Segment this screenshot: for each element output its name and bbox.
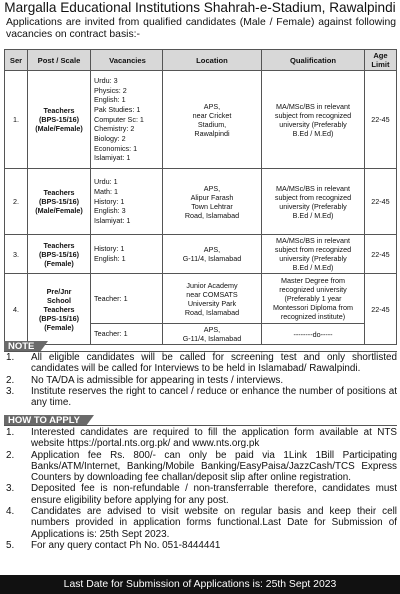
post-line: (Male/Female) — [35, 206, 83, 215]
apply-item — [4, 427, 397, 450]
location-line: APS, — [203, 245, 221, 254]
post-line: (BPS-15/16) — [39, 115, 79, 124]
qualification-line: Master Degree from — [281, 276, 345, 285]
qualification-cell — [262, 324, 365, 345]
qualification-line: B.Ed / M.Ed) — [292, 210, 334, 220]
qualification-line: recognized university — [279, 285, 347, 294]
item-number: 5. — [6, 539, 15, 551]
qualification-line: Montessori Diploma from — [273, 303, 353, 312]
table-row — [5, 71, 397, 169]
age-limit-cell: 22-45 — [365, 274, 397, 345]
qualification-line: university (Preferably — [279, 201, 347, 211]
intro-text: Applications are invited from qualified candidates (Male / Female) against following vacancies on contract basis:- — [6, 17, 396, 40]
qualification-line: B.Ed / M.Ed) — [292, 128, 334, 138]
apply-item — [4, 540, 397, 551]
qualification-line: university (Preferably — [279, 119, 347, 129]
qualification-line: MA/MSc/BS in relevant — [276, 101, 350, 111]
column-header-location: Location — [163, 50, 262, 71]
post-cell — [28, 235, 91, 274]
post-line: (BPS-15/16) — [39, 197, 79, 206]
location-cell — [163, 274, 262, 324]
item-text: For any query contact Ph No. 051-8444441 — [31, 539, 221, 551]
location-line: Road, Islamabad — [184, 210, 240, 220]
location-line: APS, — [203, 183, 221, 193]
qualification-line: MA/MSc/BS in relevant — [276, 236, 350, 245]
vacancy-item: Physics: 2 — [94, 85, 127, 95]
how-to-apply-list — [4, 427, 397, 551]
qualification-line: subject from recognized — [274, 245, 352, 254]
qualification-line: university (Preferably — [279, 254, 347, 263]
item-number: 1. — [6, 352, 15, 363]
column-header-qualification: Qualification — [262, 50, 365, 71]
qualification-cell — [262, 71, 365, 169]
location-line: near Cricket — [192, 110, 232, 120]
qualification-line: subject from recognized — [274, 192, 352, 202]
how-to-apply-divider — [4, 425, 397, 426]
vacancy-item: Teacher: 1 — [94, 293, 128, 303]
post-line: (Female) — [44, 322, 74, 332]
post-cell — [28, 71, 91, 169]
vacancy-item: Biology: 2 — [94, 134, 126, 144]
post-cell — [28, 169, 91, 235]
location-cell — [163, 324, 262, 345]
how-to-apply-heading: HOW TO APPLY — [4, 415, 86, 426]
vacancies-cell — [91, 274, 163, 324]
post-line: (Male/Female) — [35, 124, 83, 133]
table-header-row — [5, 50, 397, 71]
ser-cell: 4. — [5, 274, 28, 345]
item-number: 1. — [6, 427, 15, 438]
post-cell — [28, 274, 91, 345]
qualification-line: --------do----- — [293, 329, 333, 339]
vacancy-item: Islamiyat: 1 — [94, 153, 131, 163]
post-line: Teachers — [43, 240, 75, 250]
vacancy-item: Computer Sc: 1 — [94, 114, 144, 124]
post-line: (Female) — [44, 258, 74, 268]
post-line: Teachers — [43, 106, 75, 115]
vacancy-item: English: 1 — [94, 254, 126, 263]
table-row — [5, 274, 397, 324]
vacancy-item: Urdu: 1 — [94, 177, 118, 187]
age-limit-cell: 22-45 — [365, 169, 397, 235]
location-line: Rawalpindi — [194, 128, 230, 138]
vacancy-item: Economics: 1 — [94, 143, 138, 153]
item-text: Candidates are advised to visit website on regular basis and keep their cell numbers provided in application forms functional.Last Date for Submission of Applications is: 25th Sept 2023. — [31, 506, 397, 540]
column-header-ser: Ser — [5, 50, 28, 71]
location-cell — [163, 71, 262, 169]
location-line: Town Lehtrar — [191, 201, 233, 211]
apply-item — [4, 450, 397, 484]
location-line: G-11/4, Islamabad — [182, 254, 242, 263]
location-line: Junior Academy — [186, 280, 238, 290]
vacancies-cell — [91, 71, 163, 169]
note-list — [4, 352, 397, 408]
ser-cell: 1. — [5, 71, 28, 169]
apply-item — [4, 483, 397, 506]
page-title: Margalla Educational Institutions Shahrah-e-Stadium, Rawalpindi — [4, 0, 396, 15]
qualification-line: recognized institute) — [280, 312, 346, 321]
age-limit-cell: 22-45 — [365, 71, 397, 169]
vacancy-item: Islamiyat: 1 — [94, 216, 131, 226]
item-text: Institute reserves the right to cancel / reduce or enhance the number of positions at any time. — [31, 385, 397, 409]
qualification-cell — [262, 235, 365, 274]
item-number: 3. — [6, 483, 15, 495]
post-line: (BPS-15/16) — [39, 313, 79, 323]
item-text: Application fee Rs. 800/- can only be paid via 1Link 1Bill Participating Banks/ATM/Internet, Banking/Mobile Banking/EasyPaisa/JazzCash/TCS Express Counters by downloading fee challan/deposit slip after online registration. — [31, 449, 397, 484]
note-item — [4, 375, 397, 386]
post-line: School — [47, 295, 71, 305]
apply-item — [4, 506, 397, 540]
post-line: Pre/Jnr — [46, 286, 72, 296]
column-header-age-limit: Age Limit — [365, 50, 397, 71]
location-line: APS, — [203, 325, 221, 334]
item-text: All eligible candidates will be called for screening test and only shortlisted candidates will be called for Interviews to be held in Islamabad/ Rawalpindi. — [31, 352, 397, 375]
location-line: Stadium, — [197, 119, 227, 129]
post-line: (BPS-15/16) — [39, 249, 79, 259]
vacancy-table — [4, 49, 397, 345]
column-header-vacancies: Vacancies — [91, 50, 163, 71]
qualification-cell — [262, 169, 365, 235]
location-line: near COMSATS — [186, 289, 238, 299]
location-line: University Park — [187, 298, 237, 308]
table-row — [5, 169, 397, 235]
note-item — [4, 352, 397, 375]
location-line: G-11/4, Islamabad — [182, 334, 242, 343]
note-heading: NOTE — [4, 341, 40, 352]
vacancy-item: English: 3 — [94, 206, 126, 216]
item-text: No TA/DA is admissible for appearing in tests / interviews. — [31, 374, 284, 386]
location-cell — [163, 169, 262, 235]
vacancies-cell — [91, 324, 163, 345]
vacancy-item: Chemistry: 2 — [94, 124, 135, 134]
location-cell — [163, 235, 262, 274]
location-line: Alipur Farash — [190, 192, 234, 202]
item-number: 2. — [6, 449, 15, 461]
qualification-line: subject from recognized — [274, 110, 352, 120]
footer-banner: Last Date for Submission of Applications is: 25th Sept 2023 — [0, 575, 400, 594]
column-header-post: Post / Scale — [28, 50, 91, 71]
post-line: Teachers — [43, 188, 75, 197]
vacancy-item: Pak Studies: 1 — [94, 104, 141, 114]
ser-cell: 3. — [5, 235, 28, 274]
table-row — [5, 235, 397, 274]
post-line: Teachers — [43, 304, 75, 314]
item-number: 2. — [6, 374, 15, 386]
location-line: Road, Islamabad — [184, 307, 240, 317]
vacancy-item: Math: 1 — [94, 186, 118, 196]
item-number: 3. — [6, 385, 15, 397]
qualification-cell — [262, 274, 365, 324]
vacancy-item: History: 1 — [94, 196, 125, 206]
item-number: 4. — [6, 506, 15, 518]
vacancy-item: Teacher: 1 — [94, 329, 128, 339]
item-text: Deposited fee is non-refundable / non-transferrable therefore, candidates must ensure eligibility before applying for any post. — [31, 483, 397, 506]
vacancy-item: Urdu: 3 — [94, 75, 118, 85]
vacancy-item: English: 1 — [94, 95, 126, 105]
qualification-line: (Preferably 1 year — [284, 294, 342, 303]
vacancy-item: History: 1 — [94, 244, 125, 254]
item-text: Interested candidates are required to fill the application form available at NTS website https://portal.nts.org.pk/ and www.nts.org.pk — [31, 427, 397, 450]
vacancies-cell — [91, 235, 163, 274]
qualification-line: MA/MSc/BS in relevant — [276, 183, 350, 193]
qualification-line: B.Ed / M.Ed) — [292, 263, 334, 272]
vacancies-cell — [91, 169, 163, 235]
note-item — [4, 386, 397, 409]
age-limit-cell: 22-45 — [365, 235, 397, 274]
ser-cell: 2. — [5, 169, 28, 235]
location-line: APS, — [203, 101, 221, 111]
